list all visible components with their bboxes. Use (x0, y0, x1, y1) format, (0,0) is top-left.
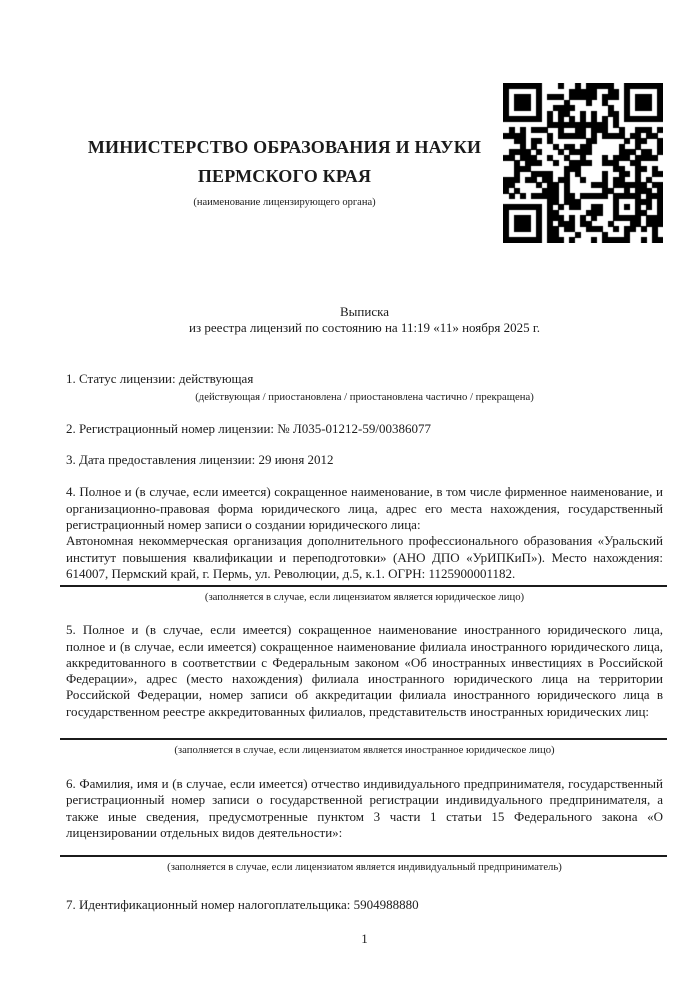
item-license-date (66, 452, 663, 468)
legal-entity-value: Автономная некоммерческая организация дополнительного профессионального образования «Уральский институт повышения квалификации и переподготовки» (АНО ДПО «УрИПКиП»). Место нахождения: 614007, Пермский край, г. Пермь, ул. Революции, д.5, к.1. ОГРН: 1125900001182. (66, 533, 663, 581)
item-legal-entity (66, 484, 663, 604)
item-taxpayer-number (66, 897, 663, 913)
foreign-entity-label: 5. Полное и (в случае, если имеется) сокращенное наименование иностранного юридического лица, полное и (в случае, если имеется) сокращенное наименование филиала иностранного юридического лица, аккредитованного в соответствии с Федеральным законом «Об иностранных инвестициях в Российской Федерации», адрес (место нахождения) филиала иностранного юридического лица на территории Российской Федерации, номер записи об аккредитации филиала иностранного юридического лица в государственном реестре аккредитованных филиалов, представительств иностранных юридических лиц: (66, 622, 663, 719)
legal-entity-caption: (заполняется в случае, если лицензиатом является юридическое лицо) (204, 591, 525, 604)
title-line2: из реестра лицензий по состоянию на 11:19 «11» ноября 2025 г. (189, 320, 540, 336)
license-date-text: 3. Дата предоставления лицензии: 29 июня 2012 (66, 452, 334, 468)
ministry-caption: (наименование лицензирующего органа) (193, 197, 376, 208)
fill-in-line (60, 585, 667, 587)
individual-entrepreneur-caption: (заполняется в случае, если лицензиатом является индивидуальный предприниматель) (167, 861, 562, 874)
individual-entrepreneur-label: 6. Фамилия, имя и (в случае, если имеется) отчество индивидуального предпринимателя, государственный регистрационный номер записи о государственной регистрации индивидуального предпринимателя, а также иные сведения, предусмотренные пунктом 3 части 1 статьи 15 Федерального закона «О лицензировании отдельных видов деятельности»: (66, 776, 663, 840)
item-foreign-entity (66, 622, 663, 757)
qr-code-icon (503, 83, 663, 243)
license-status-text: 1. Статус лицензии: действующая (66, 370, 254, 386)
foreign-entity-caption: (заполняется в случае, если лицензиатом является иностранное юридическое лицо) (174, 744, 555, 757)
title-line1: Выписка (340, 304, 389, 319)
fill-in-line (60, 855, 667, 857)
document-header (66, 83, 663, 243)
item-license-status (66, 371, 663, 404)
item-individual-entrepreneur (66, 776, 663, 874)
fill-in-line (60, 738, 667, 740)
page-number: 1 (361, 930, 368, 946)
legal-entity-label: 4. Полное и (в случае, если имеется) сокращенное наименование, в том числе фирменное наименование, и организационно-правовая форма юридического лица, адрес его места нахождения, государственный регистрационный номер записи о создании юридического лица: (66, 484, 663, 533)
registration-number-text: 2. Регистрационный номер лицензии: № Л035-01212-59/00386077 (66, 420, 432, 436)
ministry-name-line1: МИНИСТЕРСТВО ОБРАЗОВАНИЯ И НАУКИ (87, 137, 482, 157)
taxpayer-number-text: 7. Идентификационный номер налогоплательщика: 5904988880 (66, 897, 419, 913)
ministry-name-line2: ПЕРМСКОГО КРАЯ (197, 166, 372, 186)
item-registration-number (66, 421, 663, 437)
document-title (66, 304, 663, 337)
license-status-caption: (действующая / приостановлена / приостановлена частично / прекращена) (195, 390, 534, 403)
licensing-authority-block (66, 83, 503, 209)
